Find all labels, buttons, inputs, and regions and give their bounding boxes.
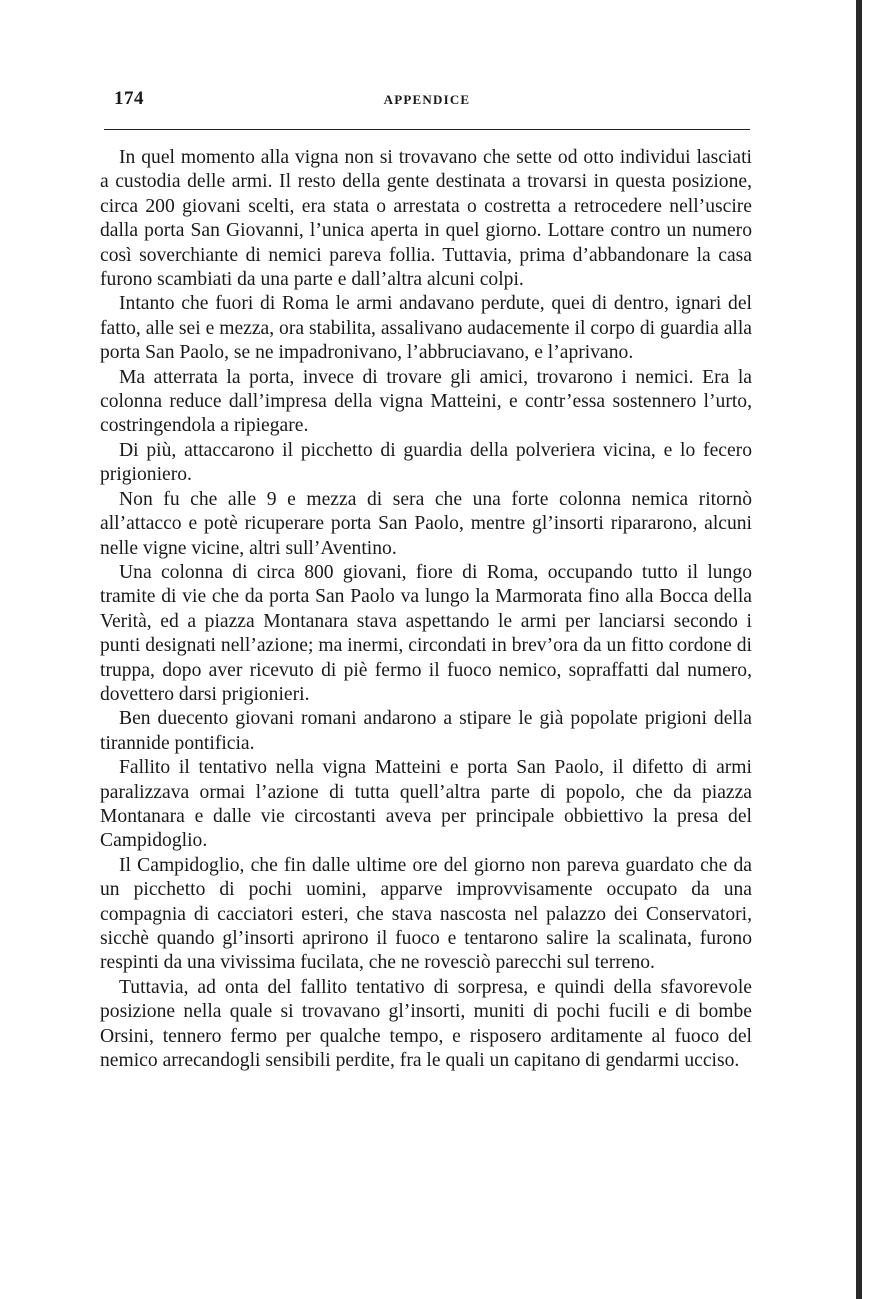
paragraph: Ma atterrata la porta, invece di trovare gli amici, trovarono i nemici. Era la colonna reduce dall’impresa della vigna Matteini, e contr’essa sostennero l’urto, costringendola a ripiegare. — [100, 366, 752, 437]
paragraph: Di più, attaccarono il picchetto di guardia della polveriera vicina, e lo fecero prigioniero. — [100, 439, 752, 486]
paragraph: Non fu che alle 9 e mezza di sera che una forte colonna nemica ritornò all’attacco e potè ricuperare porta San Paolo, mentre gl’insorti ripararono, alcuni nelle vigne vicine, altri sull’Aventino. — [100, 488, 752, 559]
header-rule — [104, 129, 750, 130]
paragraph: Il Campidoglio, che fin dalle ultime ore del giorno non pareva guardato che da un picchetto di pochi uomini, apparve improvvisamente occupato da una compagnia di cacciatori esteri, che stava nascosta nel palazzo dei Conservatori, sicchè quando gl’insorti aprirono il fuoco e tentarono salire la scalinata, furono respinti da una vivissima fucilata, che ne rovesciò parecchi sul terreno. — [100, 854, 752, 974]
page-number: 174 — [114, 88, 144, 109]
paragraph: In quel momento alla vigna non si trovavano che sette od otto individui lasciati a custodia delle armi. Il resto della gente destinata a trovarsi in questa posizione, circa 200 giovani scelti, era stata o arrestata o costretta a retrocedere nell’uscire dalla porta San Giovanni, l’unica aperta in quel giorno. Lottare contro un numero così soverchiante di nemici pareva follia. Tuttavia, prima d’abbandonare la casa furono scambiati da una parte e dall’altra alcuni colpi. — [100, 147, 752, 291]
body-text — [100, 146, 752, 1073]
paragraph: Tuttavia, ad onta del fallito tentativo di sorpresa, e quindi della sfavorevole posizione nella quale si trovavano gl’insorti, muniti di pochi fucili e di bombe Orsini, tennero fermo per qualche tempo, e risposero arditamente al fuoco del nemico arrecandogli sensibili perdite, fra le quali un capitano di gendarmi ucciso. — [100, 976, 752, 1072]
page-edge-bar — [856, 0, 862, 1299]
running-head: APPENDICE — [383, 92, 471, 107]
paragraph: Una colonna di circa 800 giovani, fiore di Roma, occupando tutto il lungo tramite di vie che da porta San Paolo va lungo la Marmorata fino alla Bocca della Verità, ed a piazza Montanara stava aspettando le armi per lanciarsi secondo i punti designati nell’azione; ma inermi, circondati in brev’ora da un fitto cordone di truppa, dopo aver ricevuto di piè fermo il fuoco nemico, sopraffatti dal numero, dovettero darsi prigionieri. — [100, 561, 752, 705]
paragraph: Intanto che fuori di Roma le armi andavano perdute, quei di dentro, ignari del fatto, alle sei e mezza, ora stabilita, assalivano audacemente il corpo di guardia alla porta San Paolo, se ne impadronivano, l’abbruciavano, e l’aprivano. — [100, 293, 752, 364]
paragraph: Ben duecento giovani romani andarono a stipare le già popolate prigioni della tirannide pontificia. — [100, 708, 752, 754]
paragraph: Fallito il tentativo nella vigna Matteini e porta San Paolo, il difetto di armi paralizzava ormai l’azione di tutta quell’altra parte di popolo, che da piazza Montanara e dalle vie circostanti aveva per principale obbiettivo la presa del Campidoglio. — [100, 757, 752, 852]
page-header — [104, 88, 750, 116]
